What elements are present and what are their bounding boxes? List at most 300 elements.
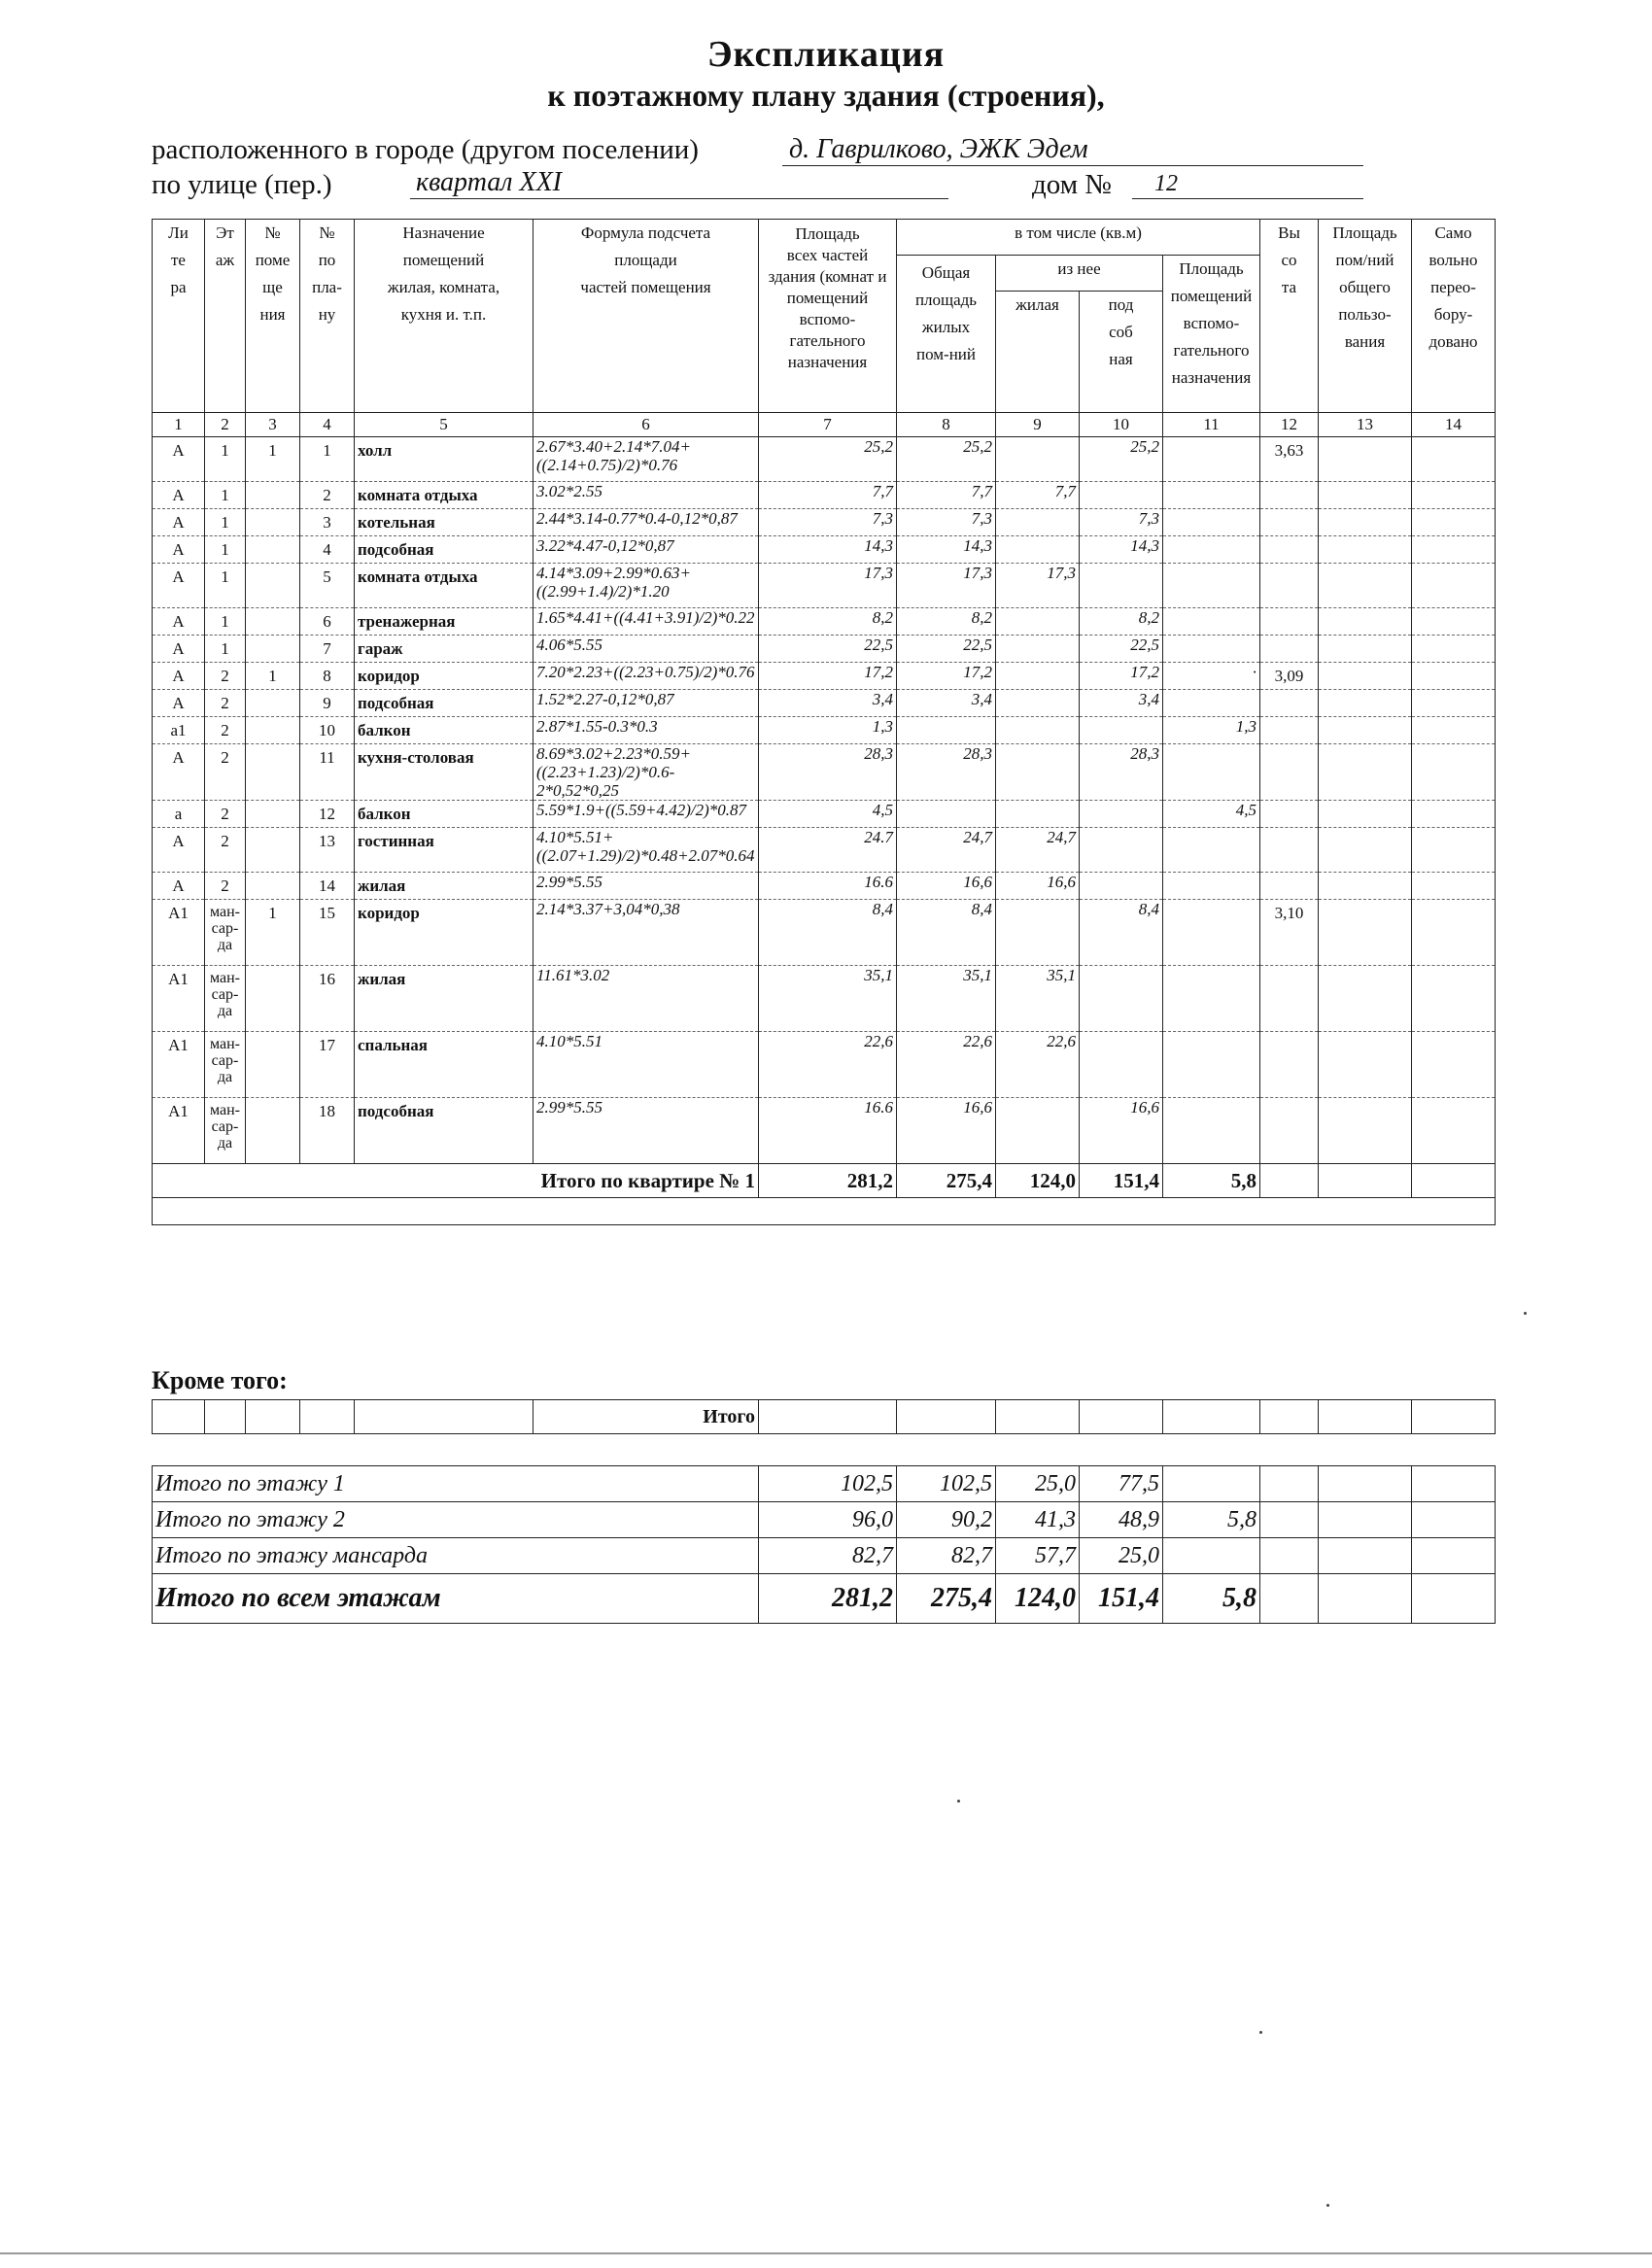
living-area-cell: [996, 536, 1080, 564]
header-line: пла-: [312, 278, 342, 296]
header-line: Ли: [168, 223, 189, 242]
purpose-cell: кухня-столовая: [355, 744, 533, 801]
purpose-cell: подсобная: [355, 690, 533, 717]
table-row: [153, 873, 1496, 900]
unauthorized-cell: [1412, 536, 1496, 564]
aux-area-cell: [1163, 690, 1260, 717]
litera-cell: А: [153, 482, 205, 509]
formula-cell: 4.06*5.55: [533, 636, 759, 663]
grand-total-total: 275,4: [897, 1574, 996, 1624]
living-area-cell: [996, 801, 1080, 828]
utility-area-cell: 8,4: [1080, 900, 1163, 966]
header-line: площади: [614, 251, 677, 269]
header-line: кухня и. т.п.: [400, 305, 487, 324]
purpose-cell: спальная: [355, 1032, 533, 1098]
utility-area-cell: [1080, 1032, 1163, 1098]
room-number-cell: [246, 608, 300, 636]
floor-cell: ман-сар-да: [205, 1098, 246, 1164]
height-cell: [1260, 482, 1319, 509]
plan-number-cell: 13: [300, 828, 355, 873]
common-area-cell: [1319, 482, 1412, 509]
table-row: [153, 1098, 1496, 1164]
plan-number-cell: 7: [300, 636, 355, 663]
floor-total-row: [153, 1538, 1496, 1574]
total-living-area-cell: 22,6: [897, 1032, 996, 1098]
table-row: [153, 717, 1496, 744]
floor-total-empty: [1260, 1466, 1319, 1502]
purpose-cell: гостинная: [355, 828, 533, 873]
area-cell: 7,7: [759, 482, 897, 509]
area-cell: 22,5: [759, 636, 897, 663]
room-number-cell: 1: [246, 663, 300, 690]
plan-number-cell: 11: [300, 744, 355, 801]
formula-cell: 4.14*3.09+2.99*0.63+((2.99+1.4)/2)*1.20: [533, 564, 759, 608]
common-area-cell: [1319, 801, 1412, 828]
column-number: 11: [1163, 413, 1260, 437]
room-number-cell: [246, 966, 300, 1032]
purpose-cell: подсобная: [355, 536, 533, 564]
header-total-living: [897, 256, 996, 413]
floor-total-label: Итого по этажу 2: [153, 1502, 759, 1538]
table-row: [153, 536, 1496, 564]
living-area-cell: [996, 509, 1080, 536]
unauthorized-cell: [1412, 900, 1496, 966]
scan-speck: [1326, 2204, 1329, 2207]
room-number-cell: [246, 690, 300, 717]
unauthorized-cell: [1412, 717, 1496, 744]
room-number-cell: [246, 801, 300, 828]
header-line: пом-ний: [916, 345, 976, 363]
header-utility: [1080, 292, 1163, 413]
unauthorized-cell: [1412, 1032, 1496, 1098]
purpose-cell: коридор: [355, 900, 533, 966]
header-line: вспомо-: [1183, 314, 1240, 332]
floor-cell: 2: [205, 690, 246, 717]
living-area-cell: [996, 717, 1080, 744]
header-aux-area: [1163, 256, 1260, 413]
header-line: помещений: [1170, 287, 1253, 305]
floor-cell: 2: [205, 663, 246, 690]
plan-number-cell: 12: [300, 801, 355, 828]
unauthorized-cell: [1412, 509, 1496, 536]
table-row: [153, 509, 1496, 536]
extra-cell: [1260, 1400, 1319, 1434]
column-number: 3: [246, 413, 300, 437]
street-underline: [410, 198, 948, 199]
room-number-cell: 1: [246, 900, 300, 966]
room-number-cell: [246, 564, 300, 608]
apartment-total-empty: [1412, 1164, 1496, 1198]
header-living: жилая: [996, 292, 1080, 413]
aux-area-cell: [1163, 1098, 1260, 1164]
column-number: 2: [205, 413, 246, 437]
living-area-cell: [996, 608, 1080, 636]
height-cell: 3,10: [1260, 900, 1319, 966]
living-area-cell: [996, 690, 1080, 717]
purpose-cell: котельная: [355, 509, 533, 536]
area-cell: 14,3: [759, 536, 897, 564]
area-cell: 16.6: [759, 1098, 897, 1164]
litera-cell: А1: [153, 900, 205, 966]
apartment-total-empty: [1260, 1164, 1319, 1198]
plan-number-cell: 15: [300, 900, 355, 966]
utility-area-cell: 14,3: [1080, 536, 1163, 564]
litera-cell: а: [153, 801, 205, 828]
floor-cell: 1: [205, 482, 246, 509]
unauthorized-cell: [1412, 801, 1496, 828]
purpose-cell: балкон: [355, 801, 533, 828]
floor-cell: ман-сар-да: [205, 966, 246, 1032]
living-area-cell: [996, 663, 1080, 690]
floor-total-area: 102,5: [759, 1466, 897, 1502]
header-line: общего: [1339, 278, 1391, 296]
header-line: помещений: [402, 251, 485, 269]
column-number: 1: [153, 413, 205, 437]
common-area-cell: [1319, 663, 1412, 690]
aux-area-cell: [1163, 536, 1260, 564]
living-area-cell: [996, 437, 1080, 482]
common-area-cell: [1319, 636, 1412, 663]
area-cell: 28,3: [759, 744, 897, 801]
living-area-cell: 16,6: [996, 873, 1080, 900]
total-living-area-cell: 3,4: [897, 690, 996, 717]
purpose-cell: балкон: [355, 717, 533, 744]
total-living-area-cell: 17,3: [897, 564, 996, 608]
utility-area-cell: 7,3: [1080, 509, 1163, 536]
floor-total-area: 96,0: [759, 1502, 897, 1538]
plan-number-cell: 6: [300, 608, 355, 636]
header-line: та: [1281, 278, 1297, 296]
header-line: ра: [170, 278, 187, 296]
column-number: 12: [1260, 413, 1319, 437]
formula-cell: 3.02*2.55: [533, 482, 759, 509]
floor-cell: 1: [205, 509, 246, 536]
formula-cell: 4.10*5.51+((2.07+1.29)/2)*0.48+2.07*0.64: [533, 828, 759, 873]
header-line: назначения: [787, 353, 868, 371]
floor-total-label: Итого по этажу мансарда: [153, 1538, 759, 1574]
purpose-cell: жилая: [355, 966, 533, 1032]
common-area-cell: [1319, 873, 1412, 900]
apartment-total-aux2: 5,8: [1163, 1164, 1260, 1198]
height-cell: [1260, 873, 1319, 900]
header-line: поме: [255, 251, 291, 269]
height-cell: [1260, 828, 1319, 873]
area-cell: 8,4: [759, 900, 897, 966]
header-common-area: [1319, 220, 1412, 413]
unauthorized-cell: [1412, 1098, 1496, 1164]
extra-cell: [205, 1400, 246, 1434]
header-floor: [205, 220, 246, 413]
grand-total-area: 281,2: [759, 1574, 897, 1624]
floor-cell: 2: [205, 828, 246, 873]
apartment-total-label: Итого по квартире № 1: [153, 1164, 759, 1198]
floor-cell: 2: [205, 744, 246, 801]
height-cell: [1260, 966, 1319, 1032]
litera-cell: А: [153, 437, 205, 482]
column-number: 5: [355, 413, 533, 437]
litera-cell: А1: [153, 1098, 205, 1164]
litera-cell: А: [153, 564, 205, 608]
aux-area-cell: 4,5: [1163, 801, 1260, 828]
table-row: [153, 900, 1496, 966]
formula-cell: 3.22*4.47-0,12*0,87: [533, 536, 759, 564]
header-line: ная: [1109, 350, 1133, 368]
floor-total-aux2: 5,8: [1163, 1502, 1260, 1538]
extra-cell: [897, 1400, 996, 1434]
header-line: помещений: [786, 289, 869, 307]
total-living-area-cell: 8,4: [897, 900, 996, 966]
plan-number-cell: 1: [300, 437, 355, 482]
floor-cell: ман-сар-да: [205, 1032, 246, 1098]
formula-cell: 2.14*3.37+3,04*0,38: [533, 900, 759, 966]
header-line: частей помещения: [580, 278, 711, 296]
table-rows: [153, 437, 1496, 1164]
area-cell: 25,2: [759, 437, 897, 482]
unauthorized-cell: [1412, 966, 1496, 1032]
area-cell: 24.7: [759, 828, 897, 873]
total-living-area-cell: 8,2: [897, 608, 996, 636]
header-line: Само: [1434, 223, 1472, 242]
table-row: [153, 1032, 1496, 1098]
floor-total-total: 90,2: [897, 1502, 996, 1538]
header-line: жилая, комната,: [387, 278, 500, 296]
unauthorized-cell: [1412, 828, 1496, 873]
total-living-area-cell: 28,3: [897, 744, 996, 801]
header-line: под: [1108, 295, 1134, 314]
plan-number-cell: 9: [300, 690, 355, 717]
height-cell: [1260, 509, 1319, 536]
total-living-area-cell: [897, 801, 996, 828]
document-subtitle: к поэтажному плану здания (строения),: [547, 78, 1105, 113]
unauthorized-cell: [1412, 437, 1496, 482]
utility-area-cell: [1080, 873, 1163, 900]
plan-number-cell: 8: [300, 663, 355, 690]
purpose-cell: комната отдыха: [355, 482, 533, 509]
unauthorized-cell: [1412, 744, 1496, 801]
header-line: №: [264, 223, 281, 242]
table-row: [153, 744, 1496, 801]
total-living-area-cell: 24,7: [897, 828, 996, 873]
table-header: [153, 220, 1496, 413]
aux-area-cell: ·: [1163, 663, 1260, 690]
extra-cell: [1163, 1400, 1260, 1434]
unauthorized-cell: [1412, 873, 1496, 900]
area-cell: 4,5: [759, 801, 897, 828]
plan-number-cell: 14: [300, 873, 355, 900]
floor-total-aux: 25,0: [1080, 1538, 1163, 1574]
litera-cell: А: [153, 873, 205, 900]
total-living-area-cell: 16,6: [897, 873, 996, 900]
height-cell: 3,09: [1260, 663, 1319, 690]
floor-total-empty: [1319, 1538, 1412, 1574]
height-cell: [1260, 536, 1319, 564]
utility-area-cell: [1080, 966, 1163, 1032]
unauthorized-cell: [1412, 663, 1496, 690]
grand-total-empty: [1319, 1574, 1412, 1624]
floor-cell: 1: [205, 437, 246, 482]
floor-total-empty: [1412, 1502, 1496, 1538]
header-purpose: [355, 220, 533, 413]
header-of-which: из нее: [996, 256, 1163, 292]
formula-cell: 8.69*3.02+2.23*0.59+((2.23+1.23)/2)*0.6-2*0,52*0,25: [533, 744, 759, 801]
house-value: 12: [1154, 171, 1178, 196]
room-number-cell: [246, 828, 300, 873]
apartment-total-row: [153, 1164, 1496, 1198]
header-line: Назначение: [402, 223, 485, 242]
utility-area-cell: 8,2: [1080, 608, 1163, 636]
table-row: [153, 828, 1496, 873]
table-row: [153, 636, 1496, 663]
aux-area-cell: [1163, 873, 1260, 900]
plan-number-cell: 16: [300, 966, 355, 1032]
purpose-cell: тренажерная: [355, 608, 533, 636]
litera-cell: А: [153, 663, 205, 690]
purpose-cell: комната отдыха: [355, 564, 533, 608]
aux-area-cell: [1163, 564, 1260, 608]
floor-total-living: 57,7: [996, 1538, 1080, 1574]
header-line: пом/ний: [1335, 251, 1394, 269]
street-label: по улице (пер.): [152, 169, 332, 200]
area-cell: 17,2: [759, 663, 897, 690]
room-number-cell: [246, 1098, 300, 1164]
header-line: довано: [1428, 332, 1478, 351]
height-cell: [1260, 564, 1319, 608]
plan-number-cell: 3: [300, 509, 355, 536]
floor-total-aux: 48,9: [1080, 1502, 1163, 1538]
grand-total-empty: [1412, 1574, 1496, 1624]
formula-cell: 5.59*1.9+((5.59+4.42)/2)*0.87: [533, 801, 759, 828]
header-line: Формула подсчета: [580, 223, 711, 242]
common-area-cell: [1319, 828, 1412, 873]
extra-cell: [996, 1400, 1080, 1434]
area-cell: 8,2: [759, 608, 897, 636]
purpose-cell: гараж: [355, 636, 533, 663]
header-line: ния: [259, 305, 286, 324]
floor-cell: 2: [205, 873, 246, 900]
grand-total-aux2: 5,8: [1163, 1574, 1260, 1624]
apartment-total-living: 124,0: [996, 1164, 1080, 1198]
floor-cell: ман-сар-да: [205, 900, 246, 966]
height-cell: [1260, 636, 1319, 663]
header-line: те: [171, 251, 186, 269]
total-living-area-cell: 35,1: [897, 966, 996, 1032]
common-area-cell: [1319, 564, 1412, 608]
header-plan-number: [300, 220, 355, 413]
floor-cell: 2: [205, 717, 246, 744]
area-cell: 16.6: [759, 873, 897, 900]
common-area-cell: [1319, 1032, 1412, 1098]
header-line: назначения: [1171, 368, 1252, 387]
document-title: Экспликация: [706, 34, 946, 75]
floor-total-row: [153, 1502, 1496, 1538]
floor-total-living: 25,0: [996, 1466, 1080, 1502]
room-number-cell: [246, 744, 300, 801]
litera-cell: А1: [153, 966, 205, 1032]
aux-area-cell: [1163, 608, 1260, 636]
living-area-cell: 17,3: [996, 564, 1080, 608]
table-row: [153, 437, 1496, 482]
height-cell: [1260, 1032, 1319, 1098]
floor-total-area: 82,7: [759, 1538, 897, 1574]
total-living-area-cell: 17,2: [897, 663, 996, 690]
room-number-cell: [246, 873, 300, 900]
aux-area-cell: [1163, 482, 1260, 509]
utility-area-cell: 17,2: [1080, 663, 1163, 690]
unauthorized-cell: [1412, 636, 1496, 663]
header-line: жилых: [921, 318, 971, 336]
common-area-cell: [1319, 744, 1412, 801]
column-number: 8: [897, 413, 996, 437]
header-including-group: в том числе (кв.м): [897, 220, 1260, 256]
litera-cell: А: [153, 536, 205, 564]
header-line: Площадь: [795, 224, 860, 243]
header-line: всех частей: [786, 246, 869, 264]
plan-number-cell: 4: [300, 536, 355, 564]
grand-total-aux: 151,4: [1080, 1574, 1163, 1624]
area-cell: 22,6: [759, 1032, 897, 1098]
floor-total-total: 102,5: [897, 1466, 996, 1502]
room-number-cell: [246, 1032, 300, 1098]
plan-number-cell: 10: [300, 717, 355, 744]
header-line: гательного: [1173, 341, 1250, 360]
floor-cell: 1: [205, 536, 246, 564]
extra-title: Кроме того:: [152, 1366, 288, 1394]
house-underline: [1132, 198, 1363, 199]
header-line: перео-: [1430, 278, 1476, 296]
floor-cell: 1: [205, 636, 246, 663]
area-cell: 17,3: [759, 564, 897, 608]
located-value: д. Гаврилково, ЭЖК Эдем: [789, 134, 1088, 164]
column-number: 4: [300, 413, 355, 437]
floor-total-empty: [1260, 1538, 1319, 1574]
height-cell: [1260, 744, 1319, 801]
floor-total-empty: [1319, 1466, 1412, 1502]
header-formula: [533, 220, 759, 413]
utility-area-cell: [1080, 717, 1163, 744]
header-line: Площадь: [1332, 223, 1397, 242]
explication-table: [152, 219, 1496, 1225]
extra-total-label: Итого: [533, 1400, 759, 1434]
common-area-cell: [1319, 717, 1412, 744]
floor-total-aux2: [1163, 1466, 1260, 1502]
grand-total-row: [153, 1574, 1496, 1624]
house-label: дом №: [1032, 169, 1112, 200]
plan-number-cell: 5: [300, 564, 355, 608]
floor-cell: 1: [205, 564, 246, 608]
formula-cell: 1.65*4.41+((4.41+3.91)/2)*0.22: [533, 608, 759, 636]
common-area-cell: [1319, 608, 1412, 636]
header-room-number: [246, 220, 300, 413]
aux-area-cell: [1163, 1032, 1260, 1098]
litera-cell: а1: [153, 717, 205, 744]
aux-area-cell: 1,3: [1163, 717, 1260, 744]
utility-area-cell: [1080, 564, 1163, 608]
floor-cell: 1: [205, 608, 246, 636]
aux-area-cell: [1163, 966, 1260, 1032]
living-area-cell: 24,7: [996, 828, 1080, 873]
table-row: [153, 690, 1496, 717]
living-area-cell: [996, 636, 1080, 663]
litera-cell: А: [153, 744, 205, 801]
litera-cell: А: [153, 509, 205, 536]
header-line: вольно: [1428, 251, 1478, 269]
extra-cell: [1412, 1400, 1496, 1434]
column-number: 6: [533, 413, 759, 437]
room-number-cell: [246, 636, 300, 663]
header-line: ще: [262, 278, 283, 296]
unauthorized-cell: [1412, 690, 1496, 717]
grand-total-living: 124,0: [996, 1574, 1080, 1624]
